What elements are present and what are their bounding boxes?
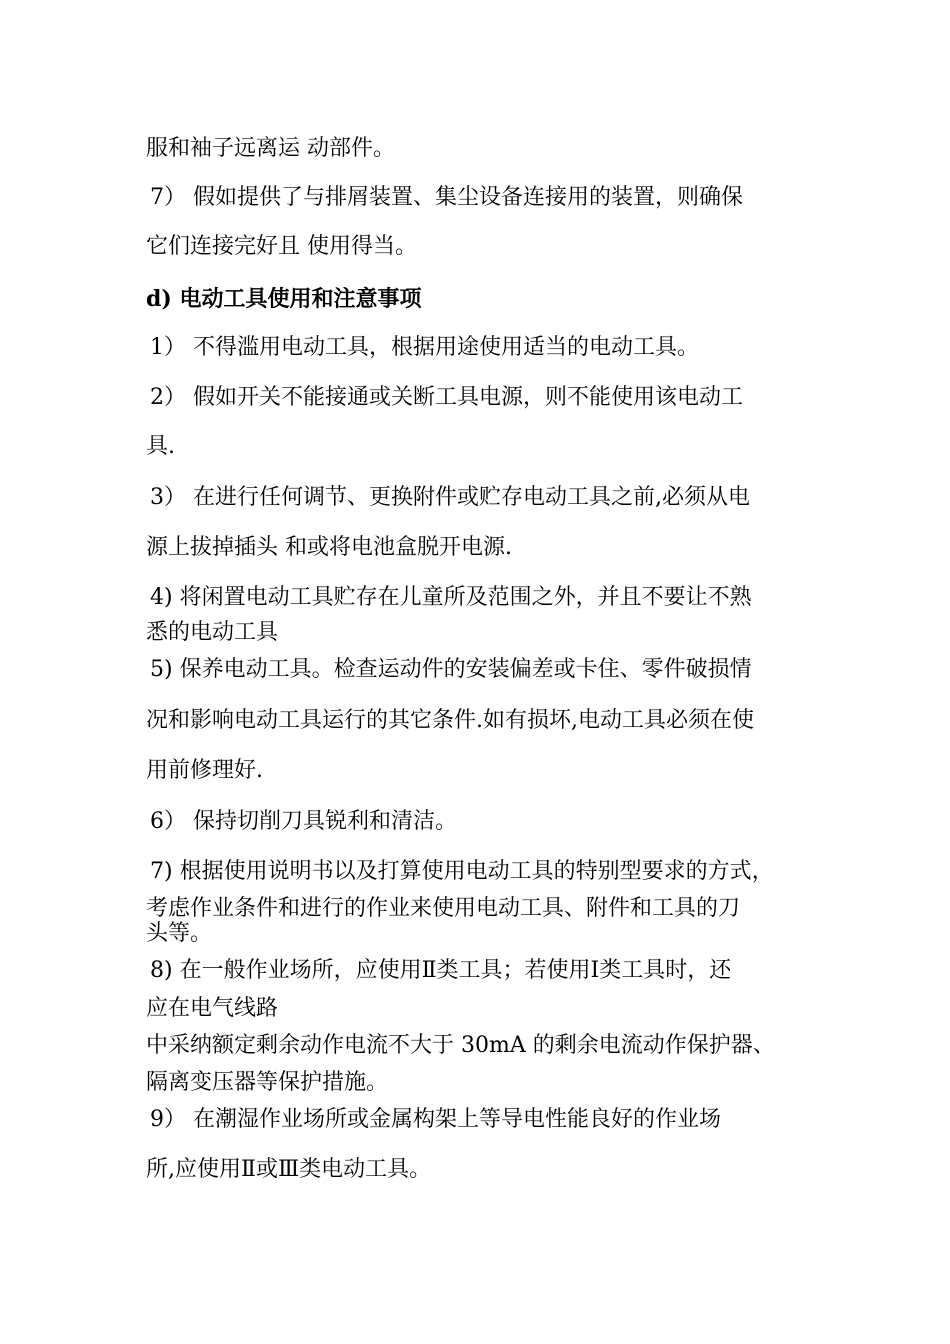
list-item-3: 3） 在进行任何调节、更换附件或贮存电动工具之前,必须从电 <box>150 485 750 510</box>
list-item-7: 7） 假如提供了与排屑装置、集尘设备连接用的装置，则确保 <box>150 185 743 210</box>
text-line: 所,应使用Ⅱ或Ⅲ类电动工具。 <box>146 1157 432 1182</box>
list-item-6: 6） 保持切削刀具锐利和清洁。 <box>150 809 457 834</box>
text-line: 具. <box>146 434 175 459</box>
list-item-4: 4) 将闲置电动工具贮存在儿童所及范围之外，并且不要让不熟 <box>150 585 752 610</box>
section-heading: d) 电动工具使用和注意事项 <box>146 286 422 312</box>
text-line: 应在电气线路 <box>146 996 279 1021</box>
text-line: 用前修理好. <box>146 758 263 783</box>
text-line: 考虑作业条件和进行的作业来使用电动工具、附件和工具的刀 <box>146 896 741 921</box>
text-line: 中采纳额定剩余动作电流不大于 30mA 的剩余电流动作保护器、 <box>146 1033 775 1058</box>
text-line: 源上拔掉插头 和或将电池盒脱开电源. <box>146 535 512 560</box>
text-line: 隔离变压器等保护措施。 <box>146 1070 389 1095</box>
list-item-2: 2） 假如开关不能接通或关断工具电源，则不能使用该电动工 <box>150 385 743 410</box>
list-item-1: 1） 不得滥用电动工具，根据用途使用适当的电动工具。 <box>150 335 699 360</box>
text-line: 它们连接完好且 使用得当。 <box>146 234 417 259</box>
list-item-9: 9） 在潮湿作业场所或金属构架上等导电性能良好的作业场 <box>150 1107 721 1132</box>
text-line: 头等。 <box>146 921 213 946</box>
list-item-5: 5) 保养电动工具。检查运动件的安装偏差或卡住、零件破损情 <box>150 657 752 682</box>
text-line: 悉的电动工具 <box>146 620 279 645</box>
list-item-8: 8) 在一般作业场所，应使用Ⅱ类工具；若使用Ⅰ类工具时，还 <box>150 958 732 983</box>
list-item-7b: 7) 根据使用说明书以及打算使用电动工具的特别型要求的方式， <box>150 859 774 884</box>
text-line: 况和影响电动工具运行的其它条件.如有损坏,电动工具必须在使 <box>146 708 754 733</box>
text-line: 服和袖子远离运 动部件。 <box>146 136 395 161</box>
